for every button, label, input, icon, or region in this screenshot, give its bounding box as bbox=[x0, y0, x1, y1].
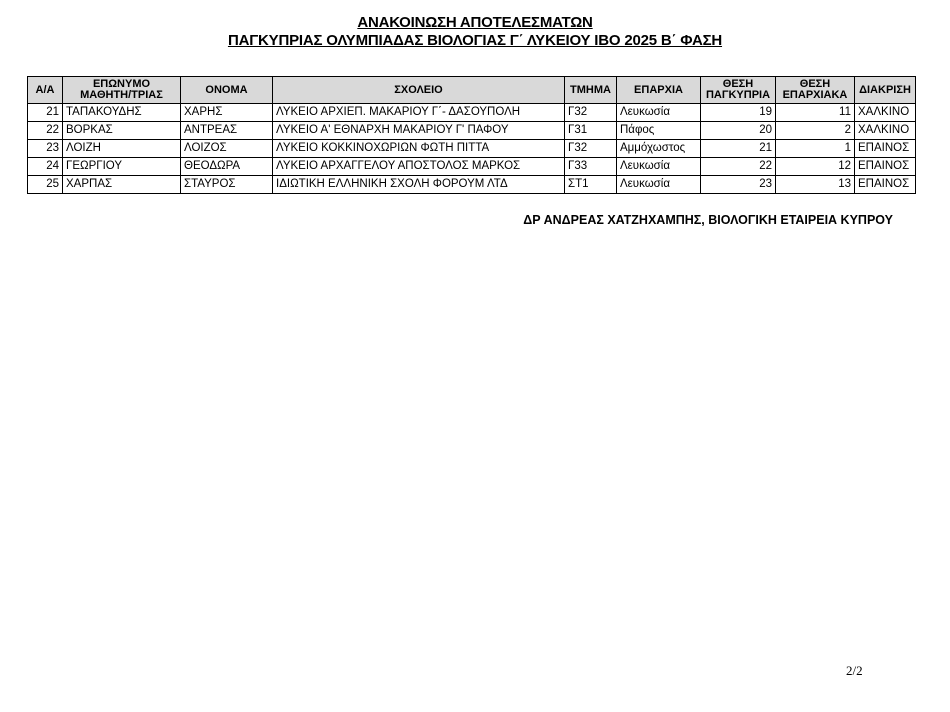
cell-district: Λευκωσία bbox=[617, 176, 701, 194]
header-rank-national-line2: ΠΑΓΚΥΠΡΙΑ bbox=[705, 89, 771, 101]
header-school: ΣΧΟΛΕΙΟ bbox=[273, 77, 565, 104]
cell-aa: 24 bbox=[28, 158, 63, 176]
document-title bbox=[0, 14, 950, 50]
table-row bbox=[28, 176, 916, 194]
header-award: ΔΙΑΚΡΙΣΗ bbox=[855, 77, 916, 104]
cell-district: Λευκωσία bbox=[617, 104, 701, 122]
cell-rank-national: 21 bbox=[701, 140, 776, 158]
cell-class: Γ32 bbox=[565, 140, 617, 158]
header-class: ΤΜΗΜΑ bbox=[565, 77, 617, 104]
cell-rank-national: 22 bbox=[701, 158, 776, 176]
cell-rank-district: 12 bbox=[776, 158, 855, 176]
table-header-row bbox=[28, 77, 916, 104]
header-district: ΕΠΑΡΧΙΑ bbox=[617, 77, 701, 104]
cell-award: ΕΠΑΙΝΟΣ bbox=[855, 140, 916, 158]
cell-name: ΣΤΑΥΡΟΣ bbox=[181, 176, 273, 194]
header-rank-district-line1: ΘΕΣΗ bbox=[799, 78, 831, 90]
cell-aa: 25 bbox=[28, 176, 63, 194]
cell-name: ΘΕΟΔΩΡΑ bbox=[181, 158, 273, 176]
results-table bbox=[27, 76, 916, 194]
cell-rank-district: 11 bbox=[776, 104, 855, 122]
cell-district: Αμμόχωστος bbox=[617, 140, 701, 158]
cell-rank-district: 13 bbox=[776, 176, 855, 194]
table-row bbox=[28, 104, 916, 122]
cell-rank-national: 19 bbox=[701, 104, 776, 122]
cell-rank-district: 2 bbox=[776, 122, 855, 140]
cell-school: ΛΥΚΕΙΟ Α' ΕΘΝΑΡΧΗ ΜΑΚΑΡΙΟΥ Γ' ΠΑΦΟΥ bbox=[273, 122, 565, 140]
header-rank-district-line2: ΕΠΑΡΧΙΑΚΑ bbox=[782, 89, 848, 101]
cell-name: ΑΝΤΡΕΑΣ bbox=[181, 122, 273, 140]
signature: ΔΡ ΑΝΔΡΕΑΣ ΧΑΤΖΗΧΑΜΠΗΣ, ΒΙΟΛΟΓΙΚΗ ΕΤΑΙΡΕΙΑ ΚΥΠΡΟΥ bbox=[523, 213, 893, 227]
cell-district: Λευκωσία bbox=[617, 158, 701, 176]
table-row bbox=[28, 122, 916, 140]
table-row bbox=[28, 158, 916, 176]
cell-surname: ΧΑΡΠΑΣ bbox=[63, 176, 181, 194]
cell-rank-national: 23 bbox=[701, 176, 776, 194]
cell-aa: 21 bbox=[28, 104, 63, 122]
cell-rank-national: 20 bbox=[701, 122, 776, 140]
header-name: ΟΝΟΜΑ bbox=[181, 77, 273, 104]
cell-class: Γ31 bbox=[565, 122, 617, 140]
cell-rank-district: 1 bbox=[776, 140, 855, 158]
cell-name: ΛΟΙΖΟΣ bbox=[181, 140, 273, 158]
cell-surname: ΤΑΠΑΚΟΥΔΗΣ bbox=[63, 104, 181, 122]
cell-award: ΧΑΛΚΙΝΟ bbox=[855, 122, 916, 140]
cell-district: Πάφος bbox=[617, 122, 701, 140]
cell-class: Γ32 bbox=[565, 104, 617, 122]
header-aa: Α/Α bbox=[28, 77, 63, 104]
header-surname bbox=[63, 77, 181, 104]
title-line-1: ΑΝΑΚΟΙΝΩΣΗ ΑΠΟΤΕΛΕΣΜΑΤΩΝ bbox=[357, 14, 593, 31]
header-surname-line1: ΕΠΩΝΥΜΟ bbox=[92, 78, 151, 90]
cell-surname: ΒΟΡΚΑΣ bbox=[63, 122, 181, 140]
cell-school: ΛΥΚΕΙΟ ΚΟΚΚΙΝΟΧΩΡΙΩΝ ΦΩΤΗ ΠΙΤΤΑ bbox=[273, 140, 565, 158]
cell-school: ΙΔΙΩΤΙΚΗ ΕΛΛΗΝΙΚΗ ΣΧΟΛΗ ΦΟΡΟΥΜ ΛΤΔ bbox=[273, 176, 565, 194]
header-rank-national bbox=[701, 77, 776, 104]
table-row bbox=[28, 140, 916, 158]
cell-aa: 22 bbox=[28, 122, 63, 140]
header-rank-national-line1: ΘΕΣΗ bbox=[722, 78, 754, 90]
cell-school: ΛΥΚΕΙΟ ΑΡΧΑΓΓΕΛΟΥ ΑΠΟΣΤΟΛΟΣ ΜΑΡΚΟΣ bbox=[273, 158, 565, 176]
header-surname-line2: ΜΑΘΗΤΗ/ΤΡΙΑΣ bbox=[80, 89, 163, 101]
page-number: 2/2 bbox=[846, 663, 863, 678]
cell-class: ΣΤ1 bbox=[565, 176, 617, 194]
cell-aa: 23 bbox=[28, 140, 63, 158]
header-rank-district bbox=[776, 77, 855, 104]
title-line-2: ΠΑΓΚΥΠΡΙΑΣ ΟΛΥΜΠΙΑΔΑΣ ΒΙΟΛΟΓΙΑΣ Γ΄ ΛΥΚΕΙΟΥ IBO 2025 Β΄ ΦΑΣΗ bbox=[227, 32, 723, 49]
cell-school: ΛΥΚΕΙΟ ΑΡΧΙΕΠ. ΜΑΚΑΡΙΟΥ Γ΄- ΔΑΣΟΥΠΟΛΗ bbox=[273, 104, 565, 122]
cell-award: ΕΠΑΙΝΟΣ bbox=[855, 158, 916, 176]
cell-award: ΕΠΑΙΝΟΣ bbox=[855, 176, 916, 194]
cell-surname: ΓΕΩΡΓΙΟΥ bbox=[63, 158, 181, 176]
cell-name: ΧΑΡΗΣ bbox=[181, 104, 273, 122]
cell-class: Γ33 bbox=[565, 158, 617, 176]
cell-award: ΧΑΛΚΙΝΟ bbox=[855, 104, 916, 122]
cell-surname: ΛΟΙΖΗ bbox=[63, 140, 181, 158]
